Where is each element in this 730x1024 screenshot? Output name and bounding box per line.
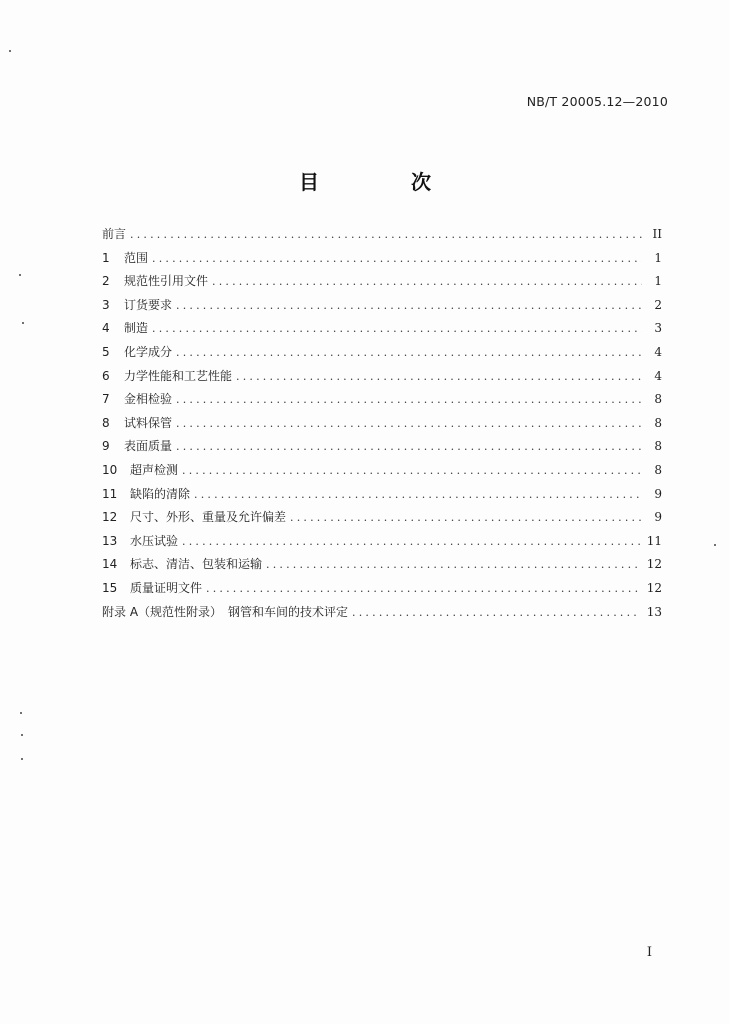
page-folio: I xyxy=(646,945,652,960)
toc-entry-number: 7 xyxy=(102,392,110,407)
toc-entry-page: 11 xyxy=(646,533,662,548)
toc-leader xyxy=(176,299,642,312)
toc-entry-title: 订货要求 xyxy=(124,297,173,312)
standard-code: NB/T 20005.12—2010 xyxy=(526,94,668,109)
toc-entry-page: 9 xyxy=(654,486,662,501)
toc-leader xyxy=(176,440,642,453)
toc-entry-page: 8 xyxy=(654,462,662,477)
toc-entry-title: 超声检测 xyxy=(130,462,179,477)
toc-leader xyxy=(352,606,641,619)
toc-entry-number: 11 xyxy=(102,486,118,501)
toc-leader xyxy=(212,275,642,288)
toc-entry-number: 9 xyxy=(102,439,110,454)
toc-entry-number: 10 xyxy=(102,462,118,477)
toc-leader xyxy=(130,228,642,241)
toc-entry-number: 2 xyxy=(102,274,110,289)
toc-entry-number: 4 xyxy=(102,321,110,336)
scan-speck xyxy=(9,50,11,52)
page-title: 目 次 xyxy=(299,170,467,194)
toc-entry-title: 试料保管 xyxy=(124,415,173,430)
toc-entry-foreword[interactable] xyxy=(102,225,662,249)
toc-entry-title: 金相检验 xyxy=(124,392,173,407)
toc-entry-page: 9 xyxy=(654,510,662,525)
toc-entry-title: 力学性能和工艺性能 xyxy=(124,368,233,383)
toc-entry-page: II xyxy=(652,227,662,241)
toc-entry-page: 8 xyxy=(654,415,662,430)
scan-speck xyxy=(19,274,21,276)
toc-entry-page: 1 xyxy=(654,250,662,265)
table-of-contents xyxy=(102,225,662,626)
toc-entry-page: 1 xyxy=(654,274,662,289)
toc-entry-number: 8 xyxy=(102,415,110,430)
toc-entry-12[interactable] xyxy=(102,508,662,532)
toc-entry-annex-a[interactable] xyxy=(102,603,662,627)
toc-entry-number: 12 xyxy=(102,510,118,525)
toc-entry-1[interactable] xyxy=(102,249,662,273)
toc-leader xyxy=(182,535,641,548)
scan-speck xyxy=(21,734,23,736)
toc-entry-page: 12 xyxy=(646,580,662,595)
toc-leader xyxy=(176,417,642,430)
scan-speck xyxy=(22,322,24,324)
toc-entry-title: 制造 xyxy=(124,321,149,336)
toc-leader xyxy=(194,488,642,501)
toc-leader xyxy=(176,346,642,359)
toc-entry-number: 5 xyxy=(102,344,110,359)
toc-leader xyxy=(152,252,642,265)
toc-entry-6[interactable] xyxy=(102,367,662,391)
toc-entry-title: 前言 xyxy=(102,227,127,241)
toc-entry-title: 表面质量 xyxy=(124,439,173,454)
toc-entry-13[interactable] xyxy=(102,532,662,556)
toc-entry-9[interactable] xyxy=(102,437,662,461)
toc-leader xyxy=(236,370,642,383)
toc-entry-title: 范围 xyxy=(124,250,149,265)
toc-entry-number: 6 xyxy=(102,368,110,383)
toc-entry-page: 3 xyxy=(654,321,662,336)
toc-entry-14[interactable] xyxy=(102,555,662,579)
toc-entry-10[interactable] xyxy=(102,461,662,485)
toc-entry-page: 4 xyxy=(654,368,662,383)
toc-leader xyxy=(152,322,642,335)
toc-entry-15[interactable] xyxy=(102,579,662,603)
toc-entry-2[interactable] xyxy=(102,272,662,296)
scan-speck xyxy=(20,712,22,714)
toc-entry-page: 13 xyxy=(646,604,662,619)
toc-entry-title: 质量证明文件 xyxy=(130,580,203,595)
scan-speck xyxy=(714,544,716,546)
toc-entry-page: 12 xyxy=(646,557,662,572)
toc-entry-number: 1 xyxy=(102,250,110,265)
scan-speck xyxy=(21,758,23,760)
toc-entry-8[interactable] xyxy=(102,414,662,438)
toc-entry-title: 标志、清洁、包装和运输 xyxy=(130,557,263,572)
toc-entry-number: 13 xyxy=(102,533,118,548)
toc-entry-title: 水压试验 xyxy=(130,533,179,548)
toc-entry-title: 尺寸、外形、重量及允许偏差 xyxy=(130,510,287,525)
toc-leader xyxy=(266,558,641,571)
toc-entry-number: 15 xyxy=(102,580,118,595)
toc-entry-3[interactable] xyxy=(102,296,662,320)
toc-entry-title: 化学成分 xyxy=(124,344,173,359)
toc-entry-number: 14 xyxy=(102,557,118,572)
toc-entry-title: 缺陷的清除 xyxy=(130,486,191,501)
toc-leader xyxy=(206,582,641,595)
toc-leader xyxy=(176,393,642,406)
toc-entry-page: 2 xyxy=(654,297,662,312)
toc-entry-page: 8 xyxy=(654,392,662,407)
toc-entry-title: 附录 A（规范性附录） 钢管和车间的技术评定 xyxy=(102,604,349,619)
toc-entry-4[interactable] xyxy=(102,319,662,343)
toc-entry-number: 3 xyxy=(102,297,110,312)
toc-entry-5[interactable] xyxy=(102,343,662,367)
toc-entry-7[interactable] xyxy=(102,390,662,414)
toc-entry-page: 8 xyxy=(654,439,662,454)
toc-leader xyxy=(290,511,642,524)
toc-entry-11[interactable] xyxy=(102,485,662,509)
toc-entry-page: 4 xyxy=(654,344,662,359)
toc-entry-title: 规范性引用文件 xyxy=(124,274,209,289)
toc-leader xyxy=(182,464,642,477)
